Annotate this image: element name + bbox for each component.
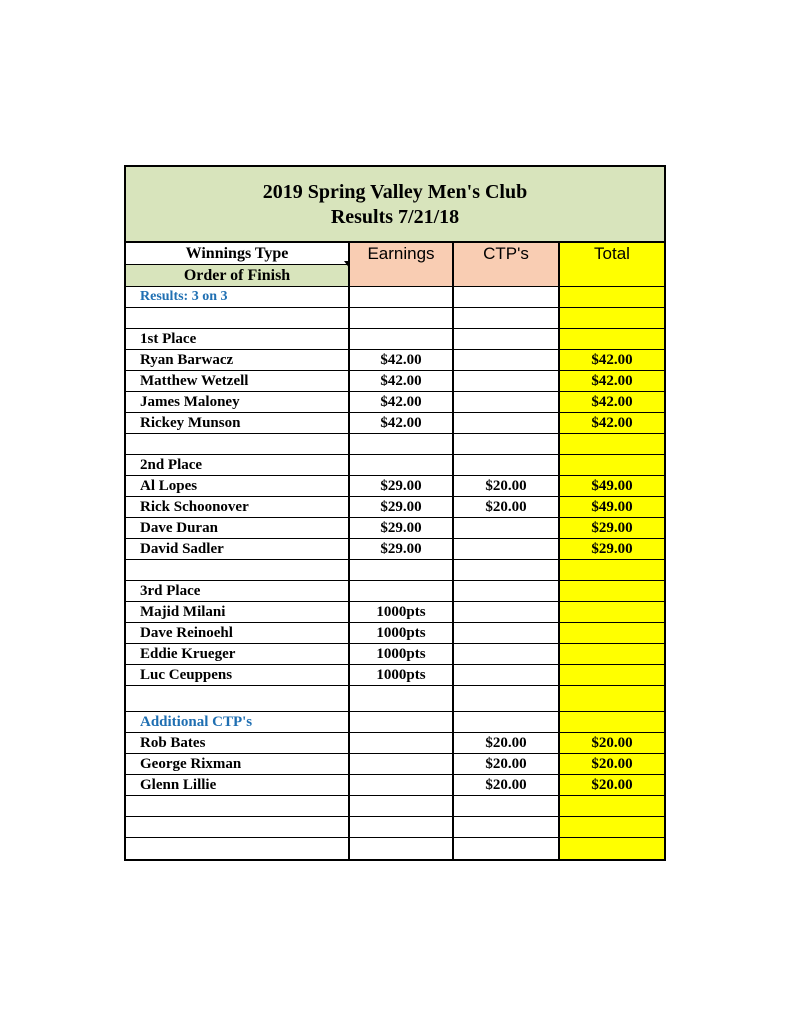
total-cell — [560, 581, 664, 601]
earnings-cell — [348, 455, 454, 475]
total-cell: $20.00 — [560, 754, 664, 774]
earnings-cell: $29.00 — [348, 476, 454, 496]
earnings-cell — [348, 838, 454, 859]
earnings-cell — [348, 754, 454, 774]
name-cell: Additional CTP's — [140, 714, 253, 730]
table-row — [126, 413, 664, 434]
ctp-cell — [454, 838, 560, 859]
name-cell: George Rixman — [140, 756, 242, 772]
ctp-cell — [454, 455, 560, 475]
total-cell: $20.00 — [560, 733, 664, 753]
earnings-cell — [348, 733, 454, 753]
earnings-cell — [348, 775, 454, 795]
total-cell: $42.00 — [560, 413, 664, 433]
name-cell: Rickey Munson — [140, 415, 241, 431]
earnings-cell: $42.00 — [348, 392, 454, 412]
table-row — [126, 371, 664, 392]
total-cell — [560, 455, 664, 475]
results-sheet — [124, 165, 666, 861]
ctp-cell — [454, 518, 560, 538]
header-total: Total — [560, 243, 664, 286]
table-row — [126, 455, 664, 476]
name-cell: Eddie Krueger — [140, 646, 236, 662]
table-row — [126, 754, 664, 775]
earnings-cell: $29.00 — [348, 497, 454, 517]
table-row — [126, 560, 664, 581]
earnings-cell — [348, 560, 454, 580]
earnings-cell — [348, 434, 454, 454]
total-cell — [560, 308, 664, 328]
table-row — [126, 665, 664, 686]
table-row — [126, 838, 664, 859]
table-row — [126, 329, 664, 350]
sheet-title: 2019 Spring Valley Men's Club — [262, 181, 528, 203]
table-row — [126, 287, 664, 308]
total-cell — [560, 796, 664, 816]
earnings-cell: $42.00 — [348, 413, 454, 433]
name-cell: Al Lopes — [140, 478, 198, 494]
results-rows — [126, 287, 664, 859]
earnings-cell — [348, 287, 454, 307]
total-cell — [560, 665, 664, 685]
total-cell — [560, 287, 664, 307]
earnings-cell: 1000pts — [348, 644, 454, 664]
header-ctps: CTP's — [454, 243, 560, 286]
earnings-cell: 1000pts — [348, 623, 454, 643]
earnings-cell: 1000pts — [348, 602, 454, 622]
earnings-cell — [348, 581, 454, 601]
earnings-cell — [348, 686, 454, 711]
table-row — [126, 733, 664, 754]
name-cell — [126, 796, 348, 816]
ctp-cell — [454, 329, 560, 349]
table-row — [126, 581, 664, 602]
total-cell — [560, 817, 664, 837]
ctp-cell — [454, 539, 560, 559]
header-earnings: Earnings — [348, 243, 454, 286]
name-cell: Rob Bates — [140, 735, 206, 751]
total-cell — [560, 329, 664, 349]
name-cell — [126, 560, 348, 580]
ctp-cell — [454, 665, 560, 685]
header-winnings-type-cell — [126, 243, 348, 286]
header-order-of-finish: Order of Finish — [126, 265, 348, 286]
name-cell: Ryan Barwacz — [140, 352, 234, 368]
name-cell: James Maloney — [140, 394, 240, 410]
total-cell: $42.00 — [560, 350, 664, 370]
total-cell: $49.00 — [560, 497, 664, 517]
column-header-row — [126, 243, 664, 287]
table-row — [126, 476, 664, 497]
table-row — [126, 350, 664, 371]
earnings-cell: $29.00 — [348, 539, 454, 559]
table-row — [126, 392, 664, 413]
ctp-cell — [454, 796, 560, 816]
table-row — [126, 602, 664, 623]
name-cell — [126, 308, 348, 328]
table-row — [126, 686, 664, 712]
total-cell — [560, 602, 664, 622]
total-cell: $42.00 — [560, 371, 664, 391]
total-cell: $29.00 — [560, 518, 664, 538]
earnings-cell — [348, 308, 454, 328]
ctp-cell: $20.00 — [454, 497, 560, 517]
ctp-cell — [454, 287, 560, 307]
total-cell — [560, 560, 664, 580]
name-cell — [126, 838, 348, 859]
table-row — [126, 539, 664, 560]
name-cell: Matthew Wetzell — [140, 373, 249, 389]
earnings-cell: $42.00 — [348, 371, 454, 391]
sheet-subtitle: Results 7/21/18 — [330, 206, 460, 228]
ctp-cell — [454, 817, 560, 837]
name-cell: 2nd Place — [140, 457, 203, 473]
ctp-cell — [454, 644, 560, 664]
name-cell: 1st Place — [140, 331, 197, 347]
ctp-cell — [454, 413, 560, 433]
total-cell: $20.00 — [560, 775, 664, 795]
ctp-cell — [454, 371, 560, 391]
total-cell — [560, 434, 664, 454]
earnings-cell: 1000pts — [348, 665, 454, 685]
header-winnings-type: Winnings Type — [126, 243, 348, 265]
total-cell: $49.00 — [560, 476, 664, 496]
ctp-cell — [454, 623, 560, 643]
name-cell: Majid Milani — [140, 604, 226, 620]
name-cell: Results: 3 on 3 — [140, 289, 228, 304]
ctp-cell — [454, 581, 560, 601]
name-cell: Dave Duran — [140, 520, 218, 536]
ctp-cell: $20.00 — [454, 775, 560, 795]
ctp-cell: $20.00 — [454, 754, 560, 774]
ctp-cell — [454, 308, 560, 328]
ctp-cell — [454, 434, 560, 454]
table-row — [126, 623, 664, 644]
table-row — [126, 796, 664, 817]
ctp-cell — [454, 602, 560, 622]
name-cell — [126, 434, 348, 454]
total-cell — [560, 623, 664, 643]
name-cell — [126, 817, 348, 837]
table-row — [126, 308, 664, 329]
earnings-cell — [348, 712, 454, 732]
earnings-cell — [348, 817, 454, 837]
earnings-cell — [348, 796, 454, 816]
table-row — [126, 497, 664, 518]
ctp-cell: $20.00 — [454, 476, 560, 496]
name-cell — [126, 686, 348, 711]
name-cell: Luc Ceuppens — [140, 667, 233, 683]
earnings-cell: $42.00 — [348, 350, 454, 370]
table-row — [126, 775, 664, 796]
ctp-cell — [454, 560, 560, 580]
total-cell: $42.00 — [560, 392, 664, 412]
name-cell: David Sadler — [140, 541, 224, 557]
table-row — [126, 518, 664, 539]
table-row — [126, 644, 664, 665]
title-box — [126, 167, 664, 243]
earnings-cell — [348, 329, 454, 349]
ctp-cell — [454, 686, 560, 711]
total-cell — [560, 686, 664, 711]
earnings-cell: $29.00 — [348, 518, 454, 538]
name-cell: 3rd Place — [140, 583, 201, 599]
name-cell: Rick Schoonover — [140, 499, 249, 515]
ctp-cell — [454, 712, 560, 732]
table-row — [126, 712, 664, 733]
table-row — [126, 434, 664, 455]
total-cell — [560, 712, 664, 732]
ctp-cell — [454, 350, 560, 370]
ctp-cell — [454, 392, 560, 412]
ctp-cell: $20.00 — [454, 733, 560, 753]
name-cell: Dave Reinoehl — [140, 625, 233, 641]
total-cell: $29.00 — [560, 539, 664, 559]
name-cell: Glenn Lillie — [140, 777, 217, 793]
total-cell — [560, 838, 664, 859]
total-cell — [560, 644, 664, 664]
table-row — [126, 817, 664, 838]
